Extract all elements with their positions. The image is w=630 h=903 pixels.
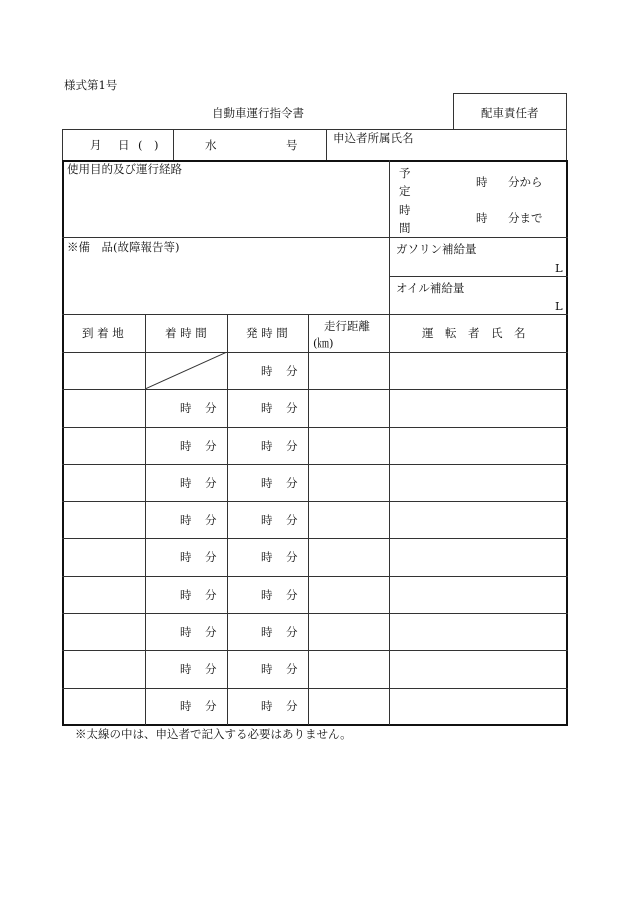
equipment-label: ※備 品(故障報告等) xyxy=(67,240,180,254)
schedule-to-min: 分まで xyxy=(508,211,543,225)
row7-arrive-hour: 時 xyxy=(180,588,192,602)
header-depart-time: 発 時 間 xyxy=(246,326,288,340)
date-day: 日 xyxy=(118,138,130,152)
gasoline-unit: L xyxy=(555,261,563,275)
header-arrive-time: 着 時 間 xyxy=(165,326,207,340)
applicant-label: 申込者所属氏名 xyxy=(333,131,414,145)
schedule-char-4: 間 xyxy=(399,221,411,235)
header-distance: 走行距離 xyxy=(324,319,370,333)
row2-depart-min: 分 xyxy=(286,401,298,415)
row2-depart-hour: 時 xyxy=(261,401,273,415)
purpose-label: 使用目的及び運行経路 xyxy=(67,162,182,176)
row5-depart-min: 分 xyxy=(286,513,298,527)
row9-depart-hour: 時 xyxy=(261,662,273,676)
date-weekday-paren: ( ) xyxy=(138,138,159,152)
diagonal-slash xyxy=(145,352,227,389)
row4-depart-hour: 時 xyxy=(261,476,273,490)
row6-depart-min: 分 xyxy=(286,550,298,564)
schedule-to-hour: 時 xyxy=(476,211,488,225)
page-title: 自動車運行指令書 xyxy=(212,106,304,120)
row6-depart-hour: 時 xyxy=(261,550,273,564)
manager-label: 配車責任者 xyxy=(481,106,539,120)
row4-arrive-hour: 時 xyxy=(180,476,192,490)
row5-arrive-hour: 時 xyxy=(180,513,192,527)
row5-depart-hour: 時 xyxy=(261,513,273,527)
schedule-from-min: 分から xyxy=(508,175,543,189)
row9-arrive-min: 分 xyxy=(205,662,217,676)
row8-depart-hour: 時 xyxy=(261,625,273,639)
row6-arrive-hour: 時 xyxy=(180,550,192,564)
row7-depart-hour: 時 xyxy=(261,588,273,602)
schedule-char-3: 時 xyxy=(399,203,411,217)
date-month: 月 xyxy=(90,138,102,152)
row4-arrive-min: 分 xyxy=(205,476,217,490)
schedule-from-hour: 時 xyxy=(476,175,488,189)
row10-depart-min: 分 xyxy=(286,699,298,713)
row2-arrive-hour: 時 xyxy=(180,401,192,415)
oil-unit: L xyxy=(555,299,563,313)
row7-arrive-min: 分 xyxy=(205,588,217,602)
row7-depart-min: 分 xyxy=(286,588,298,602)
footnote: ※太線の中は、申込者で記入する必要はありません。 xyxy=(75,727,352,741)
row9-depart-min: 分 xyxy=(286,662,298,676)
schedule-char-2: 定 xyxy=(399,184,411,198)
row3-arrive-min: 分 xyxy=(205,439,217,453)
row9-arrive-hour: 時 xyxy=(180,662,192,676)
date-water: 水 xyxy=(205,138,217,152)
header-driver: 運 転 者 氏 名 xyxy=(422,326,526,340)
row10-depart-hour: 時 xyxy=(261,699,273,713)
row8-arrive-hour: 時 xyxy=(180,625,192,639)
header-distance-unit: (㎞) xyxy=(313,336,334,350)
row1-depart-min: 分 xyxy=(286,364,298,378)
row8-depart-min: 分 xyxy=(286,625,298,639)
row8-arrive-min: 分 xyxy=(205,625,217,639)
row3-arrive-hour: 時 xyxy=(180,439,192,453)
form-number: 様式第1号 xyxy=(64,78,118,92)
row1-depart-hour: 時 xyxy=(261,364,273,378)
row4-depart-min: 分 xyxy=(286,476,298,490)
row2-arrive-min: 分 xyxy=(205,401,217,415)
gasoline-label: ガソリン補給量 xyxy=(396,242,477,256)
row6-arrive-min: 分 xyxy=(205,550,217,564)
oil-label: オイル補給量 xyxy=(396,281,465,295)
row10-arrive-hour: 時 xyxy=(180,699,192,713)
row5-arrive-min: 分 xyxy=(205,513,217,527)
row3-depart-min: 分 xyxy=(286,439,298,453)
row3-depart-hour: 時 xyxy=(261,439,273,453)
date-number: 号 xyxy=(286,138,298,152)
schedule-char-1: 予 xyxy=(399,166,411,180)
header-arrival: 到 着 地 xyxy=(82,326,124,340)
row10-arrive-min: 分 xyxy=(205,699,217,713)
